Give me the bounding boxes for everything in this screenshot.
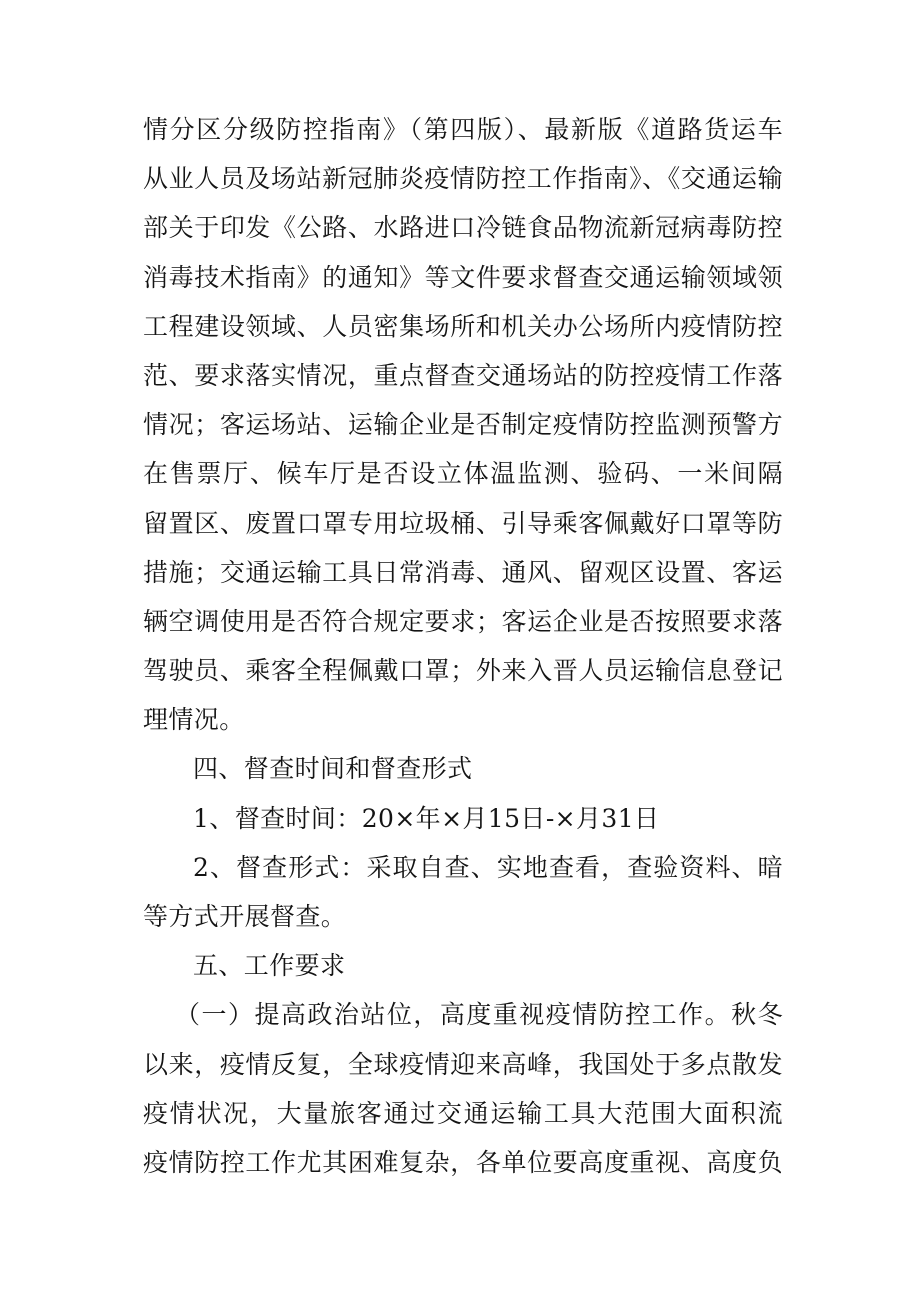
paragraph-line: 理情况。 [143,705,245,735]
paragraph-line: 范、要求落实情况，重点督查交通场站的防控疫情工作落 [143,360,783,390]
list-item: 2、督查形式：采取自查、实地查看，查验资料、暗 [193,852,783,882]
paragraph-line: 部关于印发《公路、水路进口冷链食品物流新冠病毒防控 [143,213,783,243]
paragraph-line: 在售票厅、候车厅是否设立体温监测、验码、一米间隔 [143,459,783,489]
section-heading: 四、督查时间和督查形式 [193,754,473,784]
paragraph-line: 情分区分级防控指南》（第四版）、最新版《道路货运车 [143,115,783,144]
paragraph-line: 措施；交通运输工具日常消毒、通风、留观区设置、客运 [143,557,783,587]
paragraph-line: 以来，疫情反复，全球疫情迎来高峰，我国处于多点散发 [143,1049,783,1079]
list-item: 1、督查时间：20×年×月15日-×月31日 [193,803,660,833]
paragraph-line: 情况；客运场站、运输企业是否制定疫情防控监测预警方 [143,410,783,440]
paragraph-line: 留置区、废置口罩专用垃圾桶、引导乘客佩戴好口罩等防 [143,508,783,538]
paragraph-line: 驾驶员、乘客全程佩戴口罩；外来入晋人员运输信息登记 [143,656,783,686]
section-heading: 五、工作要求 [193,951,346,981]
document-body [143,105,783,1187]
paragraph-line: （一）提高政治站位，高度重视疫情防控工作。秋冬 [175,1000,783,1030]
paragraph-line: 疫情状况，大量旅客通过交通运输工具大范围大面积流 [143,1098,783,1128]
paragraph-line: 工程建设领域、人员密集场所和机关办公场所内疫情防控 [143,311,783,341]
paragraph-line: 从业人员及场站新冠肺炎疫情防控工作指南》、《交通运输 [143,164,783,194]
paragraph-line: 消毒技术指南》的通知》等文件要求督查交通运输领域领 [143,262,783,292]
paragraph-line: 等方式开展督查。 [143,902,347,931]
paragraph-line: 疫情防控工作尤其困难复杂，各单位要高度重视、高度负 [143,1147,783,1177]
paragraph-line: 辆空调使用是否符合规定要求；客运企业是否按照要求落 [143,606,783,636]
